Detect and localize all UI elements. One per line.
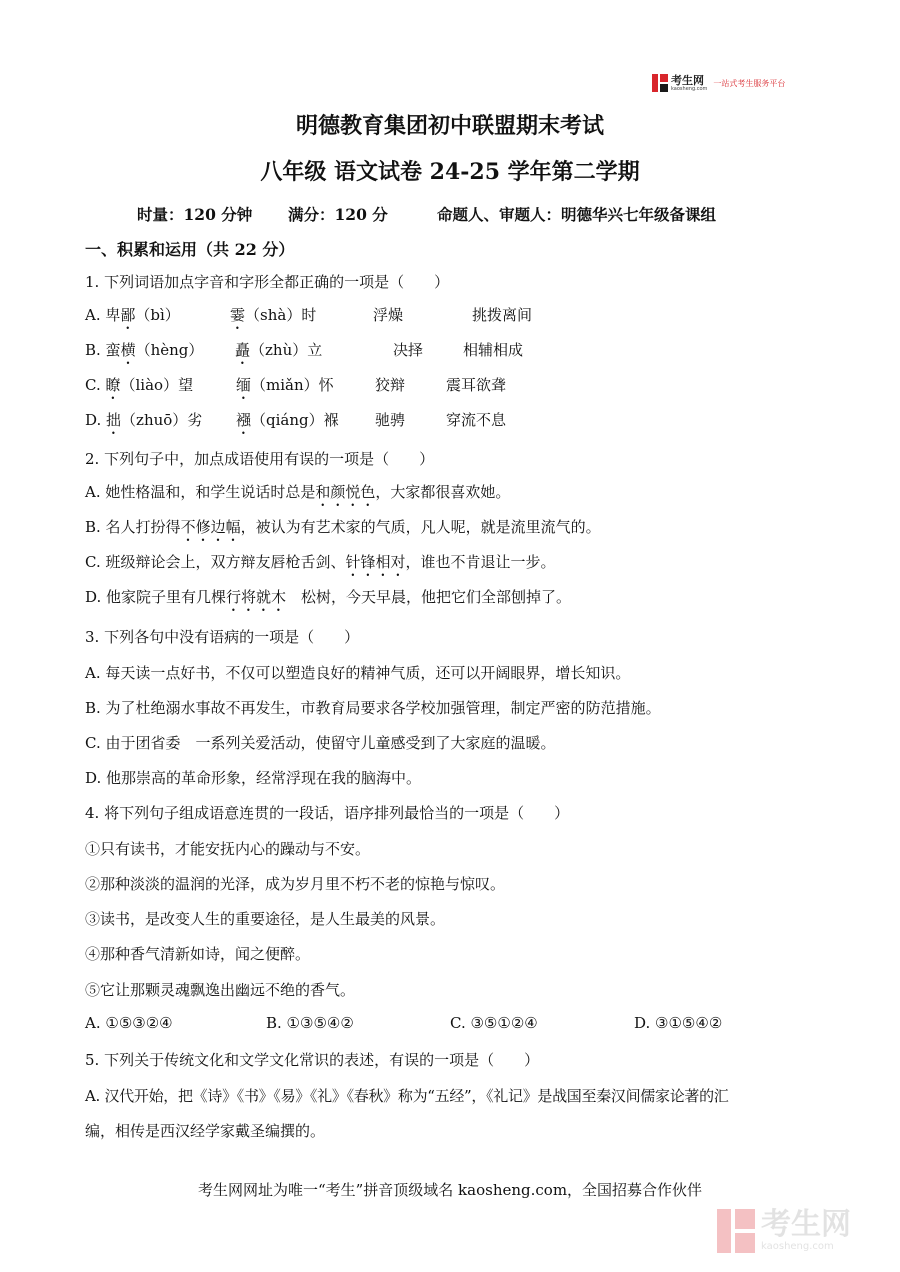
word: 决择 bbox=[393, 341, 424, 359]
dotted-char: 襁 bbox=[236, 411, 252, 429]
option-text: ，谁也不肯退让一步。 bbox=[405, 553, 556, 571]
question-1-stem: 1. 下列词语加点字音和字形全都正确的一项是（ ） bbox=[85, 273, 450, 291]
option-text: B. 名人打扮得 bbox=[85, 518, 181, 536]
option-a: A. ①⑤③②④ bbox=[85, 1014, 173, 1032]
dotted-char: 缅 bbox=[236, 376, 252, 394]
section-title: 一、积累和运用（共 22 分） bbox=[85, 240, 295, 259]
word: 驰骋 bbox=[375, 411, 406, 429]
option-text: 卑 bbox=[105, 306, 121, 324]
question-4-sentence-5: ⑤它让那颗灵魂飘逸出幽远不绝的香气。 bbox=[85, 981, 356, 999]
word: 狡辩 bbox=[375, 376, 406, 394]
option-letter: C. bbox=[85, 376, 106, 394]
exam-score: 满分：120 分 bbox=[288, 205, 388, 224]
word: 浮燥 bbox=[373, 306, 404, 324]
question-5-option-a: A. 汉代开始，把《诗》《书》《易》《礼》《春秋》称为“五经”，《礼记》是战国至秦汉间儒家论著的汇 bbox=[85, 1087, 729, 1105]
question-2-option-a bbox=[85, 481, 510, 510]
question-3-stem: 3. 下列各句中没有语病的一项是（ ） bbox=[85, 628, 360, 646]
pinyin: （miǎn）怀 bbox=[251, 376, 334, 394]
watermark-name: 考生网 bbox=[761, 1207, 851, 1242]
pinyin: （bì） bbox=[135, 306, 180, 324]
dotted-char: 霎 bbox=[230, 306, 246, 324]
dotted-char: 拙 bbox=[106, 411, 122, 429]
logo-url: kaosheng.com bbox=[671, 85, 708, 92]
question-4-sentence-1: ①只有读书，才能安抚内心的躁动与不安。 bbox=[85, 840, 371, 858]
watermark-url: kaosheng.com bbox=[761, 1241, 834, 1252]
dotted-char: 瞭 bbox=[105, 376, 121, 394]
question-2-option-c bbox=[85, 551, 556, 580]
page-footer: 考生网网址为唯一“考生”拼音顶级域名 kaosheng.com，全国招募合作伙伴 bbox=[197, 1181, 703, 1199]
option-letter: D. bbox=[85, 411, 107, 429]
exam-subtitle: 八年级 语文试卷 24-25 学年第二学期 bbox=[260, 159, 640, 185]
word: 穿流不息 bbox=[446, 411, 507, 429]
dotted-idiom: 针锋相对 bbox=[345, 553, 406, 571]
pinyin: （hèng） bbox=[135, 341, 204, 359]
dotted-char: 横 bbox=[120, 341, 136, 359]
pinyin: （qiáng）褓 bbox=[251, 411, 339, 429]
question-1-option-c bbox=[85, 374, 785, 396]
word: 震耳欲聋 bbox=[446, 376, 507, 394]
exam-authors: 命题人、审题人：明德华兴七年级备课组 bbox=[437, 205, 717, 224]
question-3-option-b: B. 为了杜绝溺水事故不再发生，市教育局要求各学校加强管理，制定严密的防范措施。 bbox=[85, 699, 661, 717]
logo-name: 考生网 bbox=[671, 73, 704, 87]
option-text: A. 她性格温和，和学生说话时总是 bbox=[85, 483, 316, 501]
option-text: C. 班级辩论会上，双方辩友唇枪舌剑、 bbox=[85, 553, 346, 571]
exam-time: 时量：120 分钟 bbox=[137, 205, 253, 224]
option-text: ，被认为有艺术家的气质，凡人呢，就是流里流气的。 bbox=[240, 518, 601, 536]
question-5-stem: 5. 下列关于传统文化和文学文化常识的表述，有误的一项是（ ） bbox=[85, 1051, 540, 1069]
question-1-option-a bbox=[85, 304, 785, 326]
logo-mark-icon bbox=[652, 74, 668, 92]
watermark-mark-icon bbox=[717, 1209, 755, 1253]
question-4-sentence-3: ③读书，是改变人生的重要途径，是人生最美的风景。 bbox=[85, 910, 446, 928]
option-c: C. ③⑤①②④ bbox=[450, 1014, 538, 1032]
word: 挑拨离间 bbox=[472, 306, 533, 324]
question-1-option-b bbox=[85, 339, 785, 361]
word: 相辅相成 bbox=[463, 341, 524, 359]
exam-title: 明德教育集团初中联盟期末考试 bbox=[295, 113, 604, 139]
option-text: D. 他家院子里有几棵 bbox=[85, 588, 227, 606]
question-2-option-d bbox=[85, 586, 571, 615]
question-4-sentence-4: ④那种香气清新如诗，闻之便醉。 bbox=[85, 945, 311, 963]
watermark-logo bbox=[717, 1206, 877, 1256]
option-text: ，大家都很喜欢她。 bbox=[375, 483, 511, 501]
option-text: 松树，今天早晨，他把它们全部刨掉了。 bbox=[286, 588, 572, 606]
dotted-idiom: 行将就木 bbox=[226, 588, 287, 606]
pinyin: （liào）望 bbox=[120, 376, 194, 394]
question-2-stem: 2. 下列句子中，加点成语使用有误的一项是（ ） bbox=[85, 450, 435, 468]
question-5-option-a-cont: 编，相传是西汉经学家戴圣编撰的。 bbox=[85, 1122, 326, 1140]
header-logo bbox=[652, 71, 822, 95]
option-d: D. ③①⑤④② bbox=[634, 1014, 723, 1032]
dotted-idiom: 和颜悦色 bbox=[315, 483, 376, 501]
pinyin: （zhù）立 bbox=[250, 341, 323, 359]
dotted-char: 鄙 bbox=[120, 306, 136, 324]
question-4-stem: 4. 将下列句子组成语意连贯的一段话，语序排列最恰当的一项是（ ） bbox=[85, 804, 570, 822]
option-text: B. 蛮 bbox=[85, 341, 121, 359]
pinyin: （shà）时 bbox=[245, 306, 317, 324]
dotted-char: 矗 bbox=[235, 341, 251, 359]
question-3-option-a: A. 每天读一点好书，不仅可以塑造良好的精神气质，还可以开阔眼界，增长知识。 bbox=[85, 664, 631, 682]
question-2-option-b bbox=[85, 516, 601, 545]
question-4-sentence-2: ②那种淡淡的温润的光泽，成为岁月里不朽不老的惊艳与惊叹。 bbox=[85, 875, 506, 893]
question-3-option-d: D. 他那崇高的革命形象，经常浮现在我的脑海中。 bbox=[85, 769, 422, 787]
dotted-idiom: 不修边幅 bbox=[180, 518, 241, 536]
option-b: B. ①③⑤④② bbox=[266, 1014, 354, 1032]
option-letter: A. bbox=[85, 306, 106, 324]
question-1-option-d bbox=[85, 409, 785, 431]
pinyin: （zhuō）劣 bbox=[121, 411, 203, 429]
question-4-options bbox=[85, 1014, 785, 1036]
logo-slogan: 一站式考生服务平台 bbox=[713, 78, 786, 88]
question-3-option-c: C. 由于团省委 一系列关爱活动，使留守儿童感受到了大家庭的温暖。 bbox=[85, 734, 556, 752]
